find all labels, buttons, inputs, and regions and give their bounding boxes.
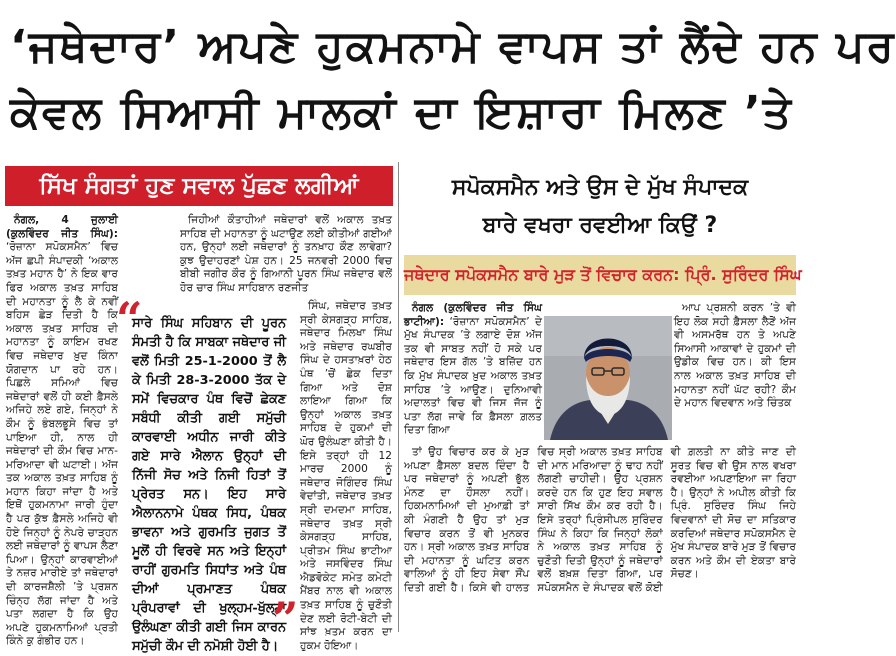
right-headline-line-2: ਬਾਰੇ ਵਖਰਾ ਰਵਈਆ ਕਿਉਂ ? (482, 213, 718, 238)
right-article-col4-text: ‘ਰੋਜ਼ਾਨਾ ਸਪੋਕਸਮੈਨ’ ਦੇ ਮੁੱਖ ਸੰਪਾਦਕ ’ਤੇ ਲਗਾਏ ਦੋਸ਼ ਅੱਜ ਤਕ ਵੀ ਸਾਬਤ ਨਹੀਂ ਹੋ ਸਕੇ ਪਰ ਜਥੇਦਾਰ ਇਸ ਗੱਲ ’ਤੇ ਬਜ਼ਿੱਦ ਹਨ ਕਿ ਮੁੱਖ ਸੰਪਾਦਕ ਖ਼ੁਦ ਅਕਾਲ ਤਖ਼ਤ ਸਾਹਿਬ ’ਤੇ ਆਉਣ। ਦੁਨਿਆਵੀ ਅਦਾਲਤਾਂ ਵਿਚ ਵੀ ਜਿਸ ਜੱਜ ਨੂੰ ਪਤਾ ਲੱਗ ਜਾਵੇ ਕਿ ਫ਼ੈਸਲਾ ਗ਼ਲਤ ਦਿਤਾ ਗਿਆ (404, 315, 542, 437)
right-article-byline: ਨੰਗਲ (ਕੁਲਵਿੰਦਰ ਜੀਤ ਸਿੰਘ ਭਾਟੀਆ): (404, 302, 542, 328)
right-article-column-2 (674, 302, 796, 442)
headline-line-2: ਕੇਵਲ ਸਿਆਸੀ ਮਾਲਕਾਂ ਦਾ ਇਸ਼ਾਰਾ ਮਿਲਣ ’ਤੇ (10, 87, 793, 138)
open-quote-icon: “ (116, 292, 143, 346)
column-divider (398, 162, 399, 632)
right-article-col5-text: ਆਪ ਪ੍ਰਸ਼ਨੀ ਕਰਨ ’ਤੇ ਵੀ ਇਹ ਲੋਕ ਸਹੀ ਫ਼ੈਸਲਾ ਲੈਣੋਂ ਅੱਜ ਵੀ ਅਸਮਰੱਥ ਹਨ ਤੇ ਅਪਣੇ ਸਿਆਸੀ ਆਕਾਵਾਂ ਦੇ ਹੁਕਮਾਂ ਦੀ ਉਡੀਕ ਵਿਚ ਹਨ। ਕੀ ਇਸ ਨਾਲ ਅਕਾਲ ਤਖ਼ਤ ਸਾਹਿਬ ਦੀ ਮਹਾਨਤਾ ਨਹੀਂ ਘੱਟ ਰਹੀ? ਕੌਮ ਦੇ ਮਹਾਨ ਵਿਦਵਾਨ ਅਤੇ ਚਿੰਤਕ (674, 302, 796, 410)
pull-quote-box (118, 300, 296, 654)
headline (0, 0, 896, 158)
left-article-col2-text: ਜਿਹੀਆਂ ਕੌਤਾਹੀਆਂ ਜਥੇਦਾਰਾਂ ਵਲੋਂ ਅਕਾਲ ਤਖ਼ਤ ਸਾਹਿਬ ਦੀ ਮਹਾਨਤਾ ਨੂੰ ਘਟਾਉਣ ਲਈ ਕੀਤੀਆਂ ਗਈਆਂ ਹਨ, ਉਨ੍ਹਾਂ ਲਈ ਜਥੇਦਾਰਾਂ ਨੂੰ ਤਨਖ਼ਾਹ ਕੌਣ ਲਾਵੇਗਾ? ਕੁਝ ਉਦਾਹਰਣਾਂ ਪੇਸ਼ ਹਨ। 25 ਜਨਵਰੀ 2000 ਵਿਚ ਬੀਬੀ ਜਗੀਰ ਕੌਰ ਨੂੰ ਗਿਆਨੀ ਪੂਰਨ ਸਿੰਘ ਜਥੇਦਾਰ ਵਲੋਂ ਹੋਰ ਚਾਰ ਸਿੰਘ ਸਾਹਿਬਾਨ ਰਣਜੀਤ (180, 214, 392, 294)
right-article-column-1 (404, 302, 542, 442)
right-subheadline-banner: ਜਥੇਦਾਰ ਸਪੋਕਸਮੈਨ ਬਾਰੇ ਮੁੜ ਤੋਂ ਵਿਚਾਰ ਕਰਨ: ਪ੍ਰਿੰ. ਸੁਰਿੰਦਰ ਸਿੰਘ (404, 255, 796, 295)
left-article-column-3 (300, 300, 392, 652)
headline-line-1: ‘ਜਥੇਦਾਰ’ ਅਪਣੇ ਹੁਕਮਨਾਮੇ ਵਾਪਸ ਤਾਂ ਲੈਂਦੇ ਹਨ ਪਰ (10, 21, 896, 72)
close-quote-icon: ” (272, 592, 299, 646)
portrait-photo (544, 316, 672, 440)
portrait-photo-image (544, 316, 672, 440)
left-article-col2b-text: ਸਿੰਘ, ਜਥੇਦਾਰ ਤਖ਼ਤ ਸ੍ਰੀ ਕੇਸਗੜ੍ਹ ਸਾਹਿਬ, ਜਥੇਦਾਰ ਮਿਲਖਾ ਸਿੰਘ ਅਤੇ ਜਥੇਦਾਰ ਰਘਬੀਰ ਸਿੰਘ ਦੇ ਹਸਤਾਖ਼ਰਾਂ ਹੇਠ ਪੰਥ ’ਚੋਂ ਛੇਕ ਦਿਤਾ ਗਿਆ ਅਤੇ ਦੋਸ਼ ਲਾਇਆ ਗਿਆ ਕਿ ਉਨ੍ਹਾਂ ਅਕਾਲ ਤਖ਼ਤ ਸਾਹਿਬ ਦੇ ਹੁਕਮਾਂ ਦੀ ਘੋਰ ਉਲੰਘਣਾ ਕੀਤੀ ਹੈ। ਇਸੇ ਤਰ੍ਹਾਂ ਹੀ 12 ਮਾਰਚ 2000 ਨੂੰ ਜਥੇਦਾਰ ਜੋਗਿੰਦਰ ਸਿੰਘ ਵੇਦਾਂਤੀ, ਜਥੇਦਾਰ ਤਖ਼ਤ ਸ੍ਰੀ ਦਮਦਮਾ ਸਾਹਿਬ, ਜਥੇਦਾਰ ਤਖ਼ਤ ਸ੍ਰੀ ਕੇਸਗੜ੍ਹ ਸਾਹਿਬ, ਪ੍ਰੀਤਮ ਸਿੰਘ ਭਾਟੀਆ ਅਤੇ ਜਸਵਿੰਦਰ ਸਿੰਘ ਐਡਵੋਕੇਟ ਸਮੇਤ ਕਮੇਟੀ ਮੈਂਬਰ ਨਾਲ ਵੀ ਅਕਾਲ ਤਖ਼ਤ ਸਾਹਿਬ ਨੂੰ ਚੁਣੌਤੀ ਦੇਣ ਲਈ ਰੋਟੀ-ਬੇਟੀ ਦੀ ਸਾਂਝ ਖ਼ਤਮ ਕਰਨ ਦਾ ਹੁਕਮ ਹੋਇਆ। (300, 300, 392, 652)
left-article-byline: ਨੰਗਲ, 4 ਜੁਲਾਈ (ਕੁਲਵਿੰਦਰ ਜੀਤ ਸਿੰਘ): (6, 214, 118, 240)
right-article-col6-text: ਤਾਂ ਉਹ ਵਿਚਾਰ ਕਰ ਕੇ ਮੁੜ ਅਪਣਾ ਫ਼ੈਸਲਾ ਬਦਲ ਦਿੰਦਾ ਹੈ ਪਰ ਜਥੇਦਾਰਾਂ ਨੂੰ ਅਪਣੀ ਭੁੱਲ ਮੰਨਣ ਦਾ ਹੌਸਲਾ ਨਹੀਂ। ਹਿਕਮਨਾਮਿਆਂ ਦੀ ਮੁਆਫ਼ੀ ਤਾਂ ਕੀ ਮੰਗਣੀ ਹੈ ਉਹ ਤਾਂ ਮੁੜ ਵਿਚਾਰ ਕਰਨ ਤੋਂ ਵੀ ਮੁਨਕਰ ਹਨ। ਸ੍ਰੀ ਅਕਾਲ ਤਖ਼ਤ ਸਾਹਿਬ ਦੀ ਮਹਾਨਤਾ ਨੂੰ ਘਟਿਤ ਕਰਨ ਵਾਲਿਆਂ ਨੂੰ ਹੀ ਇਹ ਸੇਵਾ ਸੌਂਪ ਦਿਤੀ ਗਈ ਹੈ। ਕਿਸੇ ਵੀ ਹਾਲਤ ਵਿਚ ਸ੍ਰੀ ਅਕਾਲ ਤਖ਼ਤ ਸਾਹਿਬ ਦੀ ਮਾਨ ਮਰਿਆਦਾ ਨੂੰ ਢਾਹ ਨਹੀਂ ਲੱਗਣੀ ਚਾਹੀਦੀ। ਉਹ ਪ੍ਰਸ਼ਨ ਕਰਦੇ ਹਨ ਕਿ ਹੁਣ ਇਹ ਸਵਾਲ ਸਾਰੀ ਸਿੱਖ ਕੌਮ ਕਰ ਰਹੀ ਹੈ। ਇਸੇ ਤਰ੍ਹਾਂ ਪ੍ਰਿੰਸੀਪਲ ਸੁਰਿੰਦਰ ਸਿੰਘ ਨੇ ਕਿਹਾ ਕਿ ਜਿਨ੍ਹਾਂ ਲੋਕਾਂ ਨੇ ਅਕਾਲ ਤਖ਼ਤ ਸਾਹਿਬ ਨੂੰ ਚੁਣੌਤੀ ਦਿਤੀ ਉਨ੍ਹਾਂ ਨੂੰ ਜਥੇਦਾਰਾਂ ਵਲੋਂ ਬਖ਼ਸ਼ ਦਿਤਾ ਗਿਆ, ਪਰ ਸਪੋਕਸਮੈਨ ਦੇ ਸੰਪਾਦਕ ਵਲੋਂ ਕੋਈ ਵੀ ਗ਼ਲਤੀ ਨਾ ਕੀਤੇ ਜਾਣ ਦੀ ਸੂਰਤ ਵਿਚ ਵੀ ਉਸ ਨਾਲ ਵਖਰਾ ਰਵਈਆ ਅਪਣਾਇਆ ਜਾ ਰਿਹਾ ਹੈ। ਉਨ੍ਹਾਂ ਨੇ ਅਪੀਲ ਕੀਤੀ ਕਿ ਪ੍ਰਿੰ. ਸੁਰਿੰਦਰ ਸਿੰਘ ਜਿਹੇ ਵਿਦਵਾਨਾਂ ਦੀ ਸੋਚ ਦਾ ਸਤਿਕਾਰ ਕਰਦਿਆਂ ਜਥੇਦਾਰ ਸਪੋਕਸਮੈਨ ਦੇ ਮੁੱਖ ਸੰਪਾਦਕ ਬਾਰੇ ਮੁੜ ਤੋਂ ਵਿਚਾਰ ਕਰਨ ਅਤੇ ਕੌਮ ਦੀ ਏਕਤਾ ਬਾਰੇ ਸੋਚਣ। (404, 446, 796, 594)
left-subheadline-banner: ਸਿੱਖ ਸੰਗਤਾਂ ਹੁਣ ਸਵਾਲ ਪੁੱਛਣ ਲਗੀਆਂ (5, 166, 393, 206)
right-headline-line-1: ਸਪੋਕਸਮੈਨ ਅਤੇ ਉਸ ਦੇ ਮੁੱਖ ਸੰਪਾਦਕ (451, 175, 749, 200)
right-article-column-3 (404, 446, 796, 632)
left-article-column-2 (180, 214, 392, 296)
left-article-col1-text: ‘ਰੋਜ਼ਾਨਾ ਸਪੋਕਸਮੈਨ’ ਵਿਚ ਅੱਜ ਛਪੀ ਸੰਪਾਦਕੀ ‘ਅਕਾਲ ਤਖ਼ਤ ਮਹਾਨ ਹੈ’ ਨੇ ਇਕ ਵਾਰ ਫਿਰ ਅਕਾਲ ਤਖ਼ਤ ਸਾਹਿਬ ਦੀ ਮਹਾਨਤਾ ਨੂੰ ਲੈ ਕੇ ਨਵੀਂ ਬਹਿਸ ਛੇੜ ਦਿਤੀ ਹੈ ਕਿ ਅਕਾਲ ਤਖ਼ਤ ਸਾਹਿਬ ਦੀ ਮਹਾਨਤਾ ਨੂੰ ਕਾਇਮ ਰਖਣ ਵਿਚ ਜਥੇਦਾਰ ਖ਼ੁਦ ਕਿੰਨਾ ਯੋਗਦਾਨ ਪਾ ਰਹੇ ਹਨ। ਪਿਛਲੇ ਸਮਿਆਂ ਵਿਚ ਜਥੇਦਾਰਾਂ ਵਲੋਂ ਹੀ ਕਈ ਫ਼ੈਸਲੇ ਅਜਿਹੇ ਲਏ ਗਏ, ਜਿਨ੍ਹਾਂ ਨੇ ਕੌਮ ਨੂੰ ਭੰਬਲਭੂਸੇ ਵਿਚ ਤਾਂ ਪਾਇਆ ਹੀ, ਨਾਲ ਹੀ ਜਥੇਦਾਰਾਂ ਦੀ ਕੌਮ ਵਿਚ ਮਾਨ-ਮਰਿਆਦਾ ਵੀ ਘਟਾਈ। ਅੱਜ ਤਕ ਅਕਾਲ ਤਖ਼ਤ ਸਾਹਿਬ ਨੂੰ ਮਹਾਨ ਕਿਹਾ ਜਾਂਦਾ ਹੈ ਅਤੇ ਇਥੋਂ ਹੁਕਮਨਾਮਾ ਜਾਰੀ ਹੁੰਦਾ ਹੈ ਪਰ ਕੁੱਝ ਫ਼ੈਸਲੇ ਅਜਿਹੇ ਵੀ ਹੋਏ ਜਿਨ੍ਹਾਂ ਨੂੰ ਨੇਪਰੇ ਚਾੜ੍ਹਨ ਲਈ ਜਥੇਦਾਰਾਂ ਨੂੰ ਵਾਪਸ ਲੈਣਾ ਪਿਆ। ਉਨ੍ਹਾਂ ਕਾਰਵਾਈਆਂ ਤੇ ਨਜ਼ਰ ਮਾਰੀਏ ਤਾਂ ਜਥੇਦਾਰਾਂ ਦੀ ਕਾਰਜਸ਼ੈਲੀ ’ਤੇ ਪ੍ਰਸ਼ਨ ਚਿੰਨ੍ਹ ਲੱਗ ਜਾਂਦਾ ਹੈ ਅਤੇ ਪਤਾ ਲਗਦਾ ਹੈ ਕਿ ਉਹ ਅਪਣੇ ਹੁਕਮਨਾਮਿਆਂ ਪ੍ਰਤੀ ਕਿੰਨੇ ਕੁ ਗੰਭੀਰ ਹਨ। (6, 241, 118, 648)
left-article-column-1 (6, 214, 118, 648)
pull-quote-text: ਸਾਰੇ ਸਿੰਘ ਸਹਿਬਾਨ ਦੀ ਪੂਰਨ ਸੰਮਤੀ ਹੈ ਕਿ ਸਾਬਕਾ ਜਥੇਦਾਰ ਜੀ ਵਲੋਂ ਮਿਤੀ 25-1-2000 ਤੋਂ ਲੈ ਕੇ ਮਿਤੀ 28-3-2000 ਤੱਕ ਦੇ ਸਮੇਂ ਵਿਚਕਾਰ ਪੰਥ ਵਿਚੋਂ ਛੇਕਣ ਸਬੰਧੀ ਕੀਤੀ ਗਈ ਸਮੁੱਚੀ ਕਾਰਵਾਈ ਅਧੀਨ ਜਾਰੀ ਕੀਤੇ ਗਏ ਸਾਰੇ ਐਲਾਨ ਉਨ੍ਹਾਂ ਦੀ ਨਿੱਜੀ ਸੋਚ ਅਤੇ ਨਿਜੀ ਹਿਤਾਂ ਤੋਂ ਪ੍ਰੇਰਤ ਸਨ। ਇਹ ਸਾਰੇ ਐਲਾਨਨਾਮੇ ਪੰਥਕ ਸਿਧ, ਪੰਥਕ ਭਾਵਨਾ ਅਤੇ ਗੁਰਮਤਿ ਜੁਗਤ ਤੋਂ ਮੂਲੋਂ ਹੀ ਵਿਰਵੇ ਸਨ ਅਤੇ ਇਨ੍ਹਾਂ ਰਾਹੀਂ ਗੁਰਮਤਿ ਸਿਧਾਂਤ ਅਤੇ ਪੰਥ ਦੀਆਂ ਪ੍ਰਮਾਣਤ ਪੰਥਕ ਪ੍ਰੰਪਰਾਵਾਂ ਦੀ ਖੁਲ੍ਹਮ-ਖੁੱਲ੍ਹਾ ਉਲੰਘਣਾ ਕੀਤੀ ਗਈ ਜਿਸ ਕਾਰਨ ਸਮੁੱਚੀ ਕੌਮ ਦੀ ਨਮੋਸ਼ੀ ਹੋਈ ਹੈ। (132, 316, 286, 654)
right-headline (404, 160, 796, 252)
